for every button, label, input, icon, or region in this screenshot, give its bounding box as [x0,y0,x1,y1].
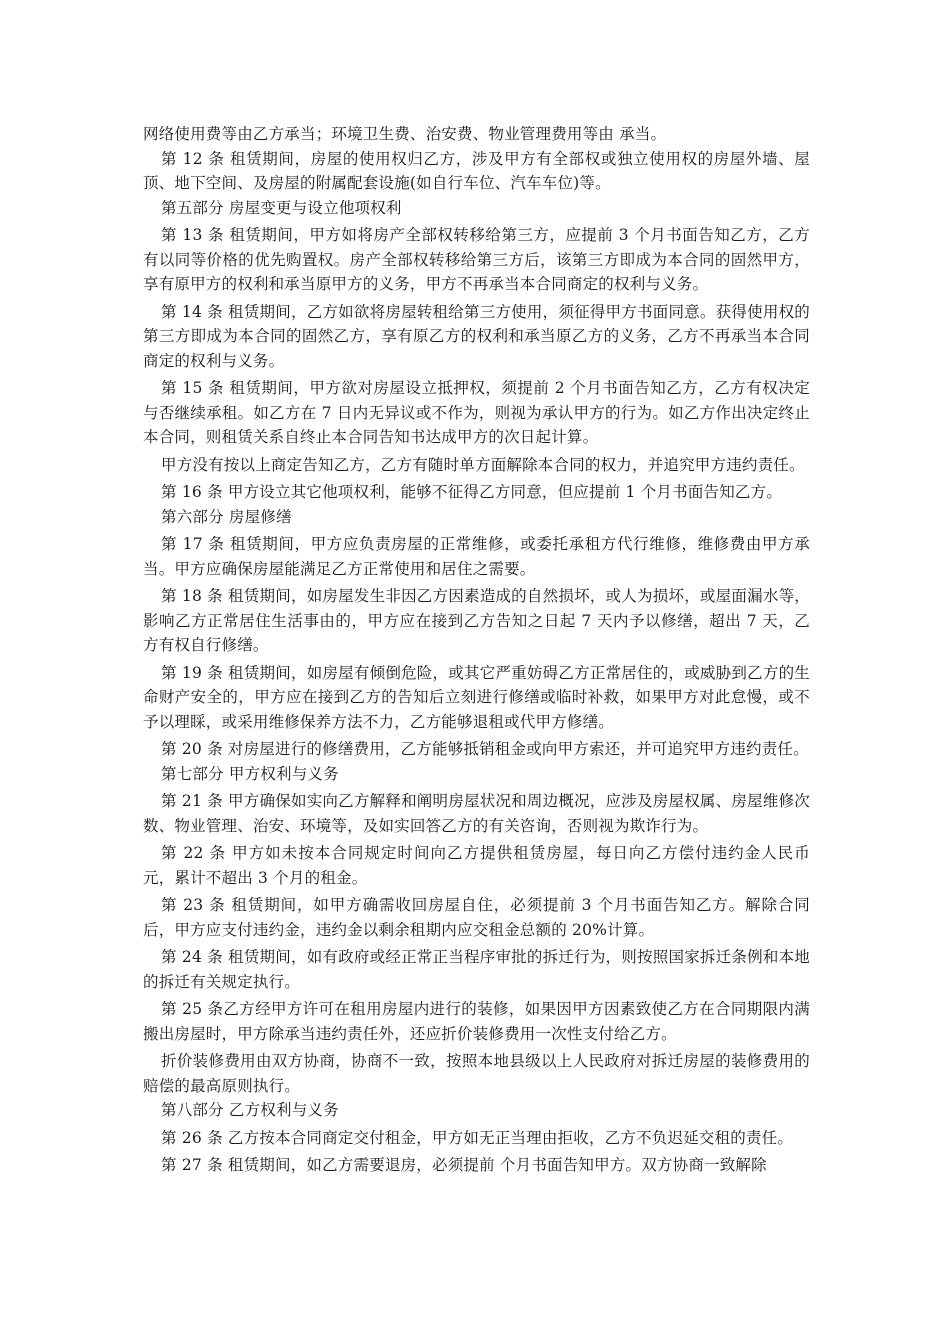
clause-19: 第 19 条 租赁期间，如房屋有倾倒危险，或其它严重妨碍乙方正常居住的，或威胁到乙方的生命财产安全的，甲方应在接到乙方的告知后立刻进行修缮或临时补救，如果甲方对此怠慢，或不予以理睬，或采用维修保养方法不力，乙方能够退租或代甲方修缮。 [143,663,810,731]
document-body [143,122,810,1178]
clause-22: 第 22 条 甲方如未按本合同规定时间向乙方提供租赁房屋，每日向乙方偿付违约金人民币 元，累计不超出 3 个月的租金。 [143,844,810,887]
section-heading-7: 第七部分 甲方权利与义务 [161,764,339,783]
clause-17: 第 17 条 租赁期间，甲方应负责房屋的正常维修，或委托承租方代行维修，维修费由甲方承当。甲方应确保房屋能满足乙方正常使用和居住之需要。 [143,535,810,578]
paragraph: 甲方没有按以上商定告知乙方，乙方有随时单方面解除本合同的权力，并追究甲方违约责任。 [161,455,805,474]
paragraph: 折价装修费用由双方协商，协商不一致，按照本地县级以上人民政府对拆迁房屋的装修费用的赔偿的最高原则执行。 [143,1052,810,1095]
clause-25: 第 25 条乙方经甲方许可在租用房屋内进行的装修，如果因甲方因素致使乙方在合同期限内满搬出房屋时，甲方除承当违约责任外，还应折价装修费用一次性支付给乙方。 [143,1000,810,1043]
clause-14: 第 14 条 租赁期间，乙方如欲将房屋转租给第三方使用，须征得甲方书面同意。获得使用权的第三方即成为本合同的固然乙方，享有原乙方的权利和承当原乙方的义务，乙方不再承当本合同商定的权利与义务。 [143,302,810,370]
clause-13: 第 13 条 租赁期间，甲方如将房产全部权转移给第三方，应提前 3 个月书面告知乙方，乙方有以同等价格的优先购置权。房产全部权转移给第三方后，该第三方即成为本合同的固然甲方，享有原甲方的权利和承当原甲方的义务，甲方不再承当本合同商定的权利与义务。 [143,226,810,293]
clause-23: 第 23 条 租赁期间，如甲方确需收回房屋自住，必须提前 3 个月书面告知乙方。解除合同后，甲方应支付违约金，违约金以剩余租期内应交租金总额的 20%计算。 [143,896,810,939]
clause-27: 第 27 条 租赁期间，如乙方需要退房，必须提前 个月书面告知甲方。双方协商一致解除 [161,1156,767,1174]
clause-12: 第 12 条 租赁期间，房屋的使用权归乙方，涉及甲方有全部权或独立使用权的房屋外墙、屋顶、地下空间、及房屋的附属配套设施(如自行车位、汽车车位)等。 [143,149,810,192]
section-heading-5: 第五部分 房屋变更与设立他项权利 [161,198,402,217]
clause-21: 第 21 条 甲方确保如实向乙方解释和阐明房屋状况和周边概况，应涉及房屋权属、房屋维修次数、物业管理、治安、环境等，及如实回答乙方的有关咨询，否则视为欺诈行为。 [143,792,810,835]
clause-20: 第 20 条 对房屋进行的修缮费用，乙方能够抵销租金或向甲方索还，并可追究甲方违约责任。 [161,740,809,758]
clause-18: 第 18 条 租赁期间，如房屋发生非因乙方因素造成的自然损坏，或人为损坏，或屋面漏水等，影响乙方正常居住生活事由的，甲方应在接到乙方告知之日起 7 天内予以修缮，超出 7 天，乙方有权自行修缮。 [143,587,810,654]
section-heading-6: 第六部分 房屋修缮 [161,507,292,526]
clause-15: 第 15 条 租赁期间，甲方欲对房屋设立抵押权，须提前 2 个月书面告知乙方，乙方有权决定与否继续承租。如乙方在 7 日内无异议或不作为，则视为承认甲方的行为。如乙方作出决定终止本合同，则租赁关系自终止本合同告知书达成甲方的次日起计算。 [143,379,810,446]
clause-16: 第 16 条 甲方设立其它他项权利，能够不征得乙方同意，但应提前 1 个月书面告知乙方。 [161,483,783,501]
clause-26: 第 26 条 乙方按本合同商定交付租金，甲方如无正当理由拒收，乙方不负迟延交租的责任。 [161,1128,794,1147]
paragraph: 网络使用费等由乙方承当；环境卫生费、治安费、物业管理费用等由 承当。 [143,125,667,143]
section-heading-8: 第八部分 乙方权利与义务 [161,1101,339,1119]
clause-24: 第 24 条 租赁期间，如有政府或经正常正当程序审批的拆迁行为，则按照国家拆迁条例和本地的拆迁有关规定执行。 [143,948,810,991]
